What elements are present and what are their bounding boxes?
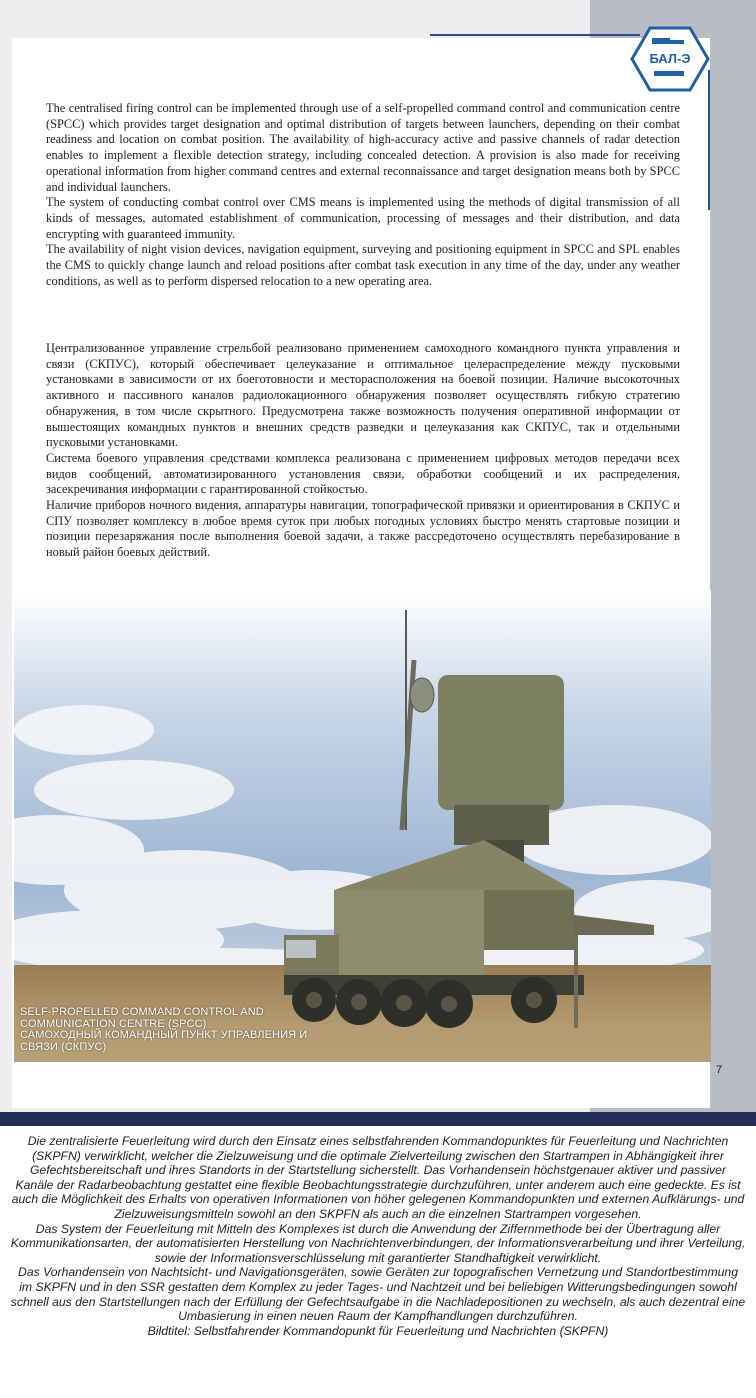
caption-line: SELF-PROPELLED COMMAND CONTROL AND [20,1006,264,1018]
russian-body [46,341,680,561]
german-paragraph: Die zentralisierte Feuerleitung wird durch den Einsatz eines selbstfahrenden Kommandopunktes für Feuerleitung und Nachrichten (SKPFN) verwirklicht, welcher die Zielzuweisung und die optimale Zielverteilung zwischen den Startrampen in Abhängigkeit ihrer Gefechtsbereitschaft und ihres Standorts in der Startstellung sicherstellt. Das Vorhandensein höchstgenauer aktiver und passiver Kanäle der Radarbeobachtung gestattet eine flexible Beobachtungsstrategie durchzuführen, unter anderem auch eine gedeckte. Es ist auch die Möglichkeit des Erhalts von operativen Informationen von höher gelegenen Kommandopunkten und externen Aufklärungs- und Zielzuweisungsmitteln sowohl an den SKPFN als auch an die einzelnen Startrampen vorgesehen. [11,1134,745,1221]
logo-text: БАЛ-Э [649,51,691,66]
english-paragraph: The system of conducting combat control over CMS means is implemented using the methods of digital transmission of all kinds of messages, automated establishment of communication, processing of messages and their distribution, and data encrypting with guaranteed immunity. [46,195,680,241]
section-divider [0,1112,756,1126]
german-translation [10,1134,746,1338]
vehicle-photo [14,590,711,1062]
german-paragraph: Das System der Feuerleitung mit Mitteln des Komplexes ist durch die Anwendung der Ziffernmethode bei der Übertragung aller Kommunikationsarten, der automatisierten Herstellung von Nachrichtenverbindungen, der Informationsverarbeitung und ihrer Verteilung, sowie der Informationsverschlüsselung mit garantierter Standhaftigkeit verwirklicht. [10,1221,746,1265]
bal-e-logo [630,24,710,94]
english-body [46,101,680,289]
photo-caption [20,1007,360,1053]
russian-paragraph: Централизованное управление стрельбой реализовано применением самоходного командного пункта управления и связи (СКПУС), который обеспечивает целеуказание и оптимальное целераспределение между пусковыми установками в зависимости от их боеготовности и месторасположения на боевой позиции. Наличие высокоточных активного и пассивного каналов радиолокационного обнаружения позволяет осуществлять гибкую стратегию обнаружения, в том числе скрытного. Предусмотрена также возможность получения оперативной информации от вышестоящих командных пунктов и внешних средств разведки и целеуказания как СКПУС, так и отдельными пусковыми установками. [46,341,680,450]
russian-paragraph: Наличие приборов ночного видения, аппаратуры навигации, топографической привязки и ориентирования в СКПУС и СПУ позволяет комплексу в любое время суток при любых погодных условиях быстро менять стартовые позиции и позиции перезаряжания после выполнения боевой задачи, а также рассредоточено осуществлять перебазирование в новый район боевых действий. [46,498,680,560]
german-image-title: Bildtitel: Selbstfahrender Kommandopunkt für Feuerleitung und Nachrichten (SKPFN) [147,1323,609,1338]
caption-line: САМОХОДНЫЙ КОМАНДНЫЙ ПУНКТ УПРАВЛЕНИЯ И [20,1029,308,1041]
english-paragraph: The availability of night vision devices, navigation equipment, surveying and positioning equipment in SPCC and SPL enables the CMS to quickly change launch and reload positions after combat task execution in any time of the day, under any weather conditions, as well as to perform dispersed relocation to a new operating area. [46,242,680,288]
german-paragraph: Das Vorhandensein von Nachtsicht- und Navigationsgeräten, sowie Geräten zur topografischen Vernetzung und Standortbestimmung im SKPFN und in den SSR gestatten dem Komplex zu jeder Tages- und Nachtzeit und bei beliebigen Witterungsbedingungen sowohl schnell aus den Startstellungen nach der Erfüllung der Gefechtsaufgabe in die Nachladepositionen zu wechseln, als auch dezentral eine Umbasierung in einen neuen Raum der Kampfhandlungen durchzuführen. [10,1265,746,1324]
page-number: 7 [716,1064,723,1076]
caption-line: COMMUNICATION CENTRE (SPCC) [20,1017,207,1030]
english-paragraph: The centralised firing control can be implemented through use of a self-propelled command control and communication centre (SPCC) which provides target designation and optimal distribution of targets between launchers, depending on their combat readiness and location on combat position. The availability of high-accuracy active and passive channels of radar detection enables to implement a flexible detection strategy, including concealed detection. A provision is also made for receiving operational information from higher command centres and external reconnaissance and target designation means both by SPCC and individual launchers. [46,101,680,194]
russian-paragraph: Система боевого управления средствами комплекса реализована с применением цифровых методов передачи всех видов сообщений, автоматизированного установления связи, обработки сообщений и их распределения, засекречивания информации с гарантированной стойкостью. [46,450,680,497]
header-rule [430,34,640,36]
caption-line: СВЯЗИ (СКПУС) [20,1040,107,1053]
